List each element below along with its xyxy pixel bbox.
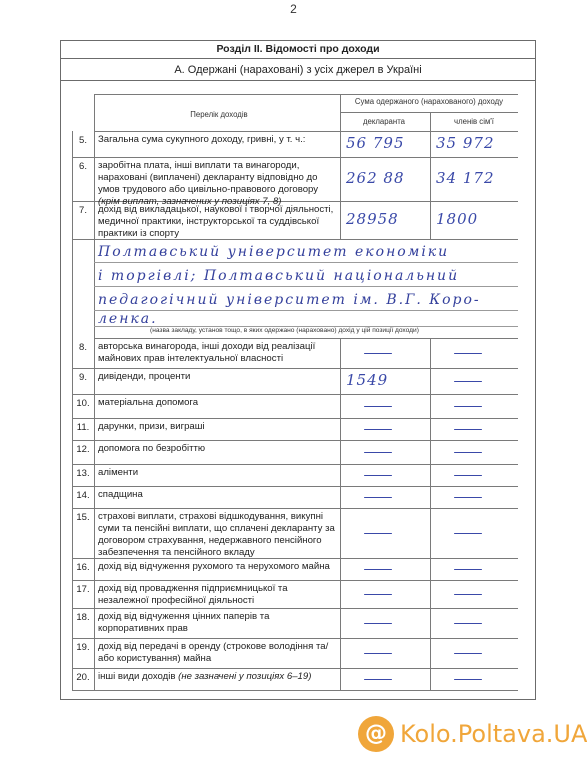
institution-line-4: ленка. [98,311,158,327]
grid-line [72,580,518,581]
institution-line-1: Полтавський університет економіки [98,244,450,260]
list-header: Перелік доходів [190,110,248,119]
grid-line [94,239,95,338]
grid-line [340,112,518,113]
row-description: спадщина [98,489,143,500]
row-number: 17. [76,584,90,595]
grid-line [72,368,518,369]
declarant-amount: 56 795 [346,134,405,152]
declarant-amount: 28958 [346,210,399,228]
grid-line [94,94,95,240]
row-description: Загальна сума сукупного доходу, гривні, у т. ч.: [98,134,306,145]
row-number: 18. [76,612,90,623]
row-description: дохід від викладацької, наукової і творчої діяльності, медичної практики, інструкторської та суддівської практики із спорту [98,204,334,239]
institution-note: (назва закладу, установ тощо, в яких одержано (нараховано) дохід у цій позиції доходи) [150,327,419,334]
row-description: дохід від відчуження рухомого та нерухомого майна [98,561,330,572]
ruled-line [94,262,518,263]
row-number: 10. [76,398,90,409]
grid-line [72,486,518,487]
row-description: страхові виплати, страхові відшкодування, викупні суми та пенсійні виплати, що сплачені декларанту за договором страхування, недержавного пенсійного забезпечення та пенсійного вкладу [98,511,335,558]
row-number: 8. [79,342,87,353]
row-description: інші види доходів (не зазначені у позиціях 6–19) [98,671,312,682]
row-number: 5. [79,135,87,146]
grid-line [72,440,518,441]
grid-line [72,690,518,691]
row-description: дарунки, призи, виграші [98,421,205,432]
grid-line [72,668,518,669]
section-title: Розділ ІІ. Відомості про доходи [61,41,535,59]
row-description: авторська винагорода, інші доходи від реалізації майнових прав інтелектуальної власності [98,341,316,364]
institution-line-2: і торгівлі; Полтавський національний [98,268,460,284]
family-amount: 1800 [436,210,479,228]
row-number: 6. [79,161,87,172]
row-number: 13. [76,468,90,479]
grid-line [94,338,518,339]
ruled-line [94,310,518,311]
family-header: членів сім'ї [454,117,494,126]
ruled-line [94,286,518,287]
grid-line [72,638,518,639]
family-amount: 35 972 [436,134,495,152]
row-number: 20. [76,672,90,683]
row-number: 19. [76,642,90,653]
grid-line [94,131,518,132]
row-description: матеріальна допомога [98,397,199,408]
page-number: 2 [290,2,297,16]
watermark-text: Kolo.Poltava.UA [400,720,587,748]
row-number: 9. [79,372,87,383]
family-amount: 34 172 [436,169,495,187]
declarant-header: декларанта [362,117,406,126]
declarant-amount: 262 88 [346,169,405,187]
row-description: заробітна плата, інші виплати та винагороди, нараховані (виплачені) декларанту відповідно до умов трудового або цивільно-правового договору (крім виплат, зазначених у позиціях 7, 8) [98,160,319,207]
row-number: 12. [76,444,90,455]
row-description: дохід від передачі в оренду (строкове володіння та/або користування) майна [98,641,329,664]
subsection-title: А. Одержані (нараховані) з усіх джерел в Україні [61,60,535,81]
row-number: 16. [76,562,90,573]
grid-line [72,394,518,395]
row-description: дохід від відчуження цінних паперів та корпоративних прав [98,611,270,634]
row-description: дивіденди, проценти [98,371,191,382]
grid-line [430,112,431,240]
row-number: 15. [76,512,90,523]
grid-line [72,508,518,509]
at-sign-icon: @ [358,716,394,752]
row-number: 7. [79,205,87,216]
row-number: 11. [76,422,90,433]
grid-line [72,608,518,609]
watermark-logo [358,712,587,758]
declarant-amount: 1549 [346,371,389,389]
grid-line [72,418,518,419]
sum-header: Сума одержаного (нарахованого) доходу [354,97,504,106]
institution-line-3: педагогічний університет ім. В.Г. Коро- [98,292,481,308]
grid-line [72,464,518,465]
grid-line [340,94,341,240]
row-description: аліменти [98,467,139,478]
grid-line [94,94,518,95]
row-description: дохід від провадження підприємницької та незалежної професійної діяльності [98,583,288,606]
row-description: допомога по безробіттю [98,443,206,454]
grid-line [72,157,518,158]
row-number: 14. [76,490,90,501]
